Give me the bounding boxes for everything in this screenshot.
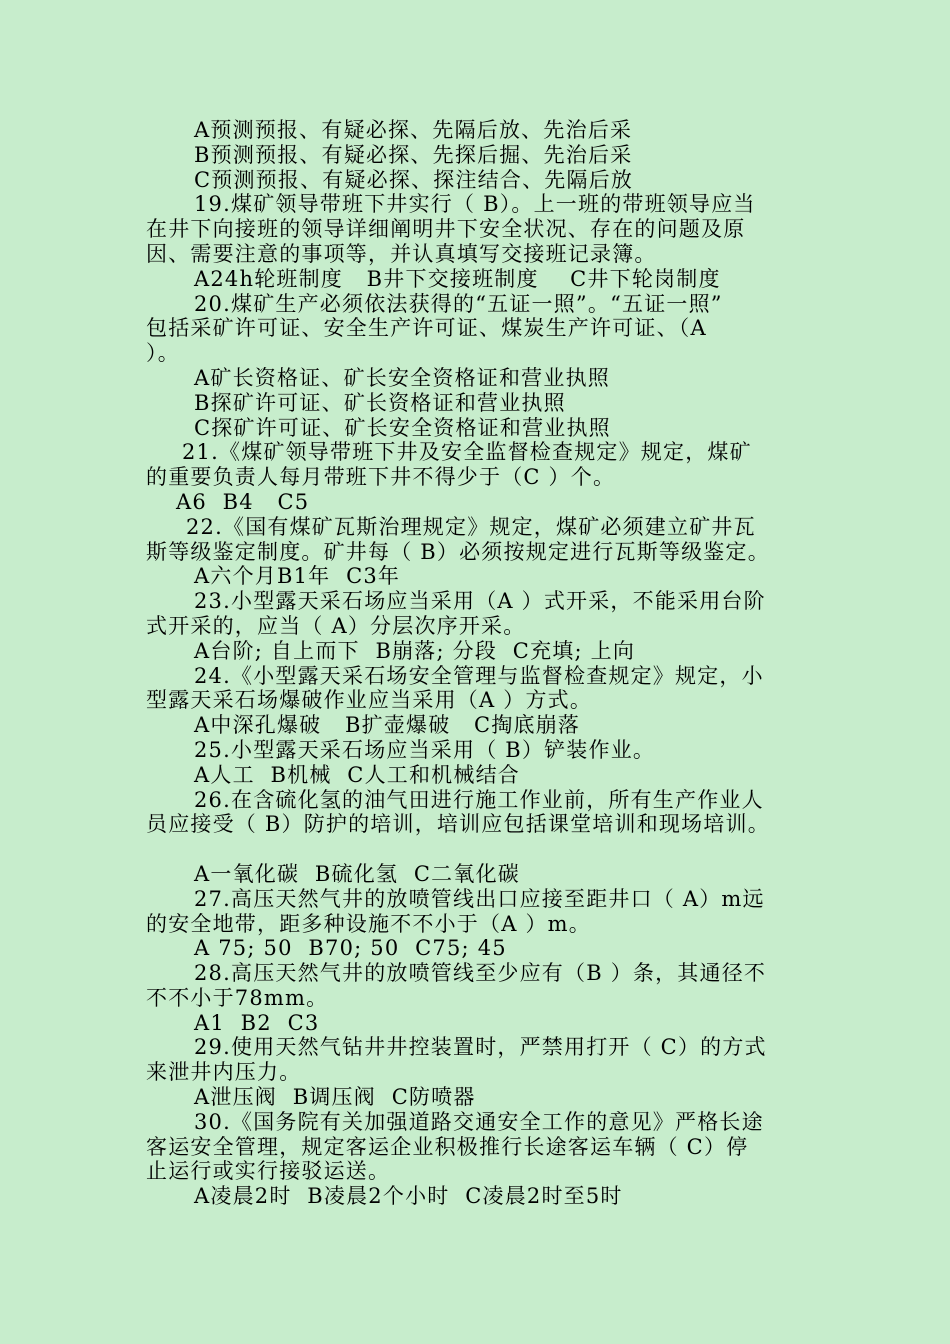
option-line: A台阶; 自上而下 B崩落; 分段 C充填; 上向	[194, 638, 636, 663]
question-line: 在井下向接班的领导详细阐明井下安全状况、存在的问题及原	[146, 217, 746, 242]
document-body	[146, 118, 810, 1209]
blank-line	[146, 837, 810, 862]
question-26: 26.在含硫化氢的油气田进行施工作业前，所有生产作业人	[194, 787, 764, 812]
question-line: ）。	[146, 341, 180, 366]
option-line: A1 B2 C3	[194, 1010, 320, 1035]
question-30: 30.《国务院有关加强道路交通安全工作的意见》严格长途	[194, 1109, 764, 1134]
option-line: A一氧化碳 B硫化氢 C二氧化碳	[194, 861, 520, 886]
option-line: C预测预报、有疑必探、探注结合、先隔后放	[194, 167, 634, 192]
question-29: 29.使用天然气钻井井控装置时，严禁用打开（ C）的方式	[194, 1035, 767, 1060]
question-line: 不不小于78mm。	[146, 985, 329, 1010]
option-line: A 75; 50 B70; 50 C75; 45	[194, 936, 507, 961]
option-line: B探矿许可证、矿长资格证和营业执照	[194, 390, 566, 415]
question-line: 型露天采石场爆破作业应当采用（A ）方式。	[146, 688, 593, 713]
question-24: 24.《小型露天采石场安全管理与监督检查规定》规定，小	[194, 663, 764, 688]
question-line: 的重要负责人每月带班下井不得少于（C ）个。	[146, 465, 616, 490]
question-line: 斯等级鉴定制度。矿井每（ B）必须按规定进行瓦斯等级鉴定。	[146, 539, 770, 564]
question-line: 的安全地带，距多种设施不不小于（A ）m。	[146, 911, 591, 936]
question-line: 客运安全管理，规定客运企业积极推行长途客运车辆（ C）停	[146, 1134, 749, 1159]
option-line: A24h轮班制度 B井下交接班制度 C井下轮岗制度	[194, 266, 721, 291]
option-line: A泄压阀 B调压阀 C防喷器	[194, 1085, 476, 1110]
question-28: 28.高压天然气井的放喷管线至少应有（B ）条，其通径不	[194, 961, 767, 986]
option-line: A六个月B1年 C3年	[194, 564, 401, 589]
question-line: 员应接受（ B）防护的培训，培训应包括课堂培训和现场培训。	[146, 812, 770, 837]
option-line: A6 B4 C5	[176, 489, 310, 514]
question-25: 25.小型露天采石场应当采用（ B）铲装作业。	[194, 737, 656, 762]
option-line: C探矿许可证、矿长安全资格证和营业执照	[194, 415, 611, 440]
option-line: A矿长资格证、矿长安全资格证和营业执照	[194, 365, 610, 390]
question-21: 21.《煤矿领导带班下井及安全监督检查规定》规定，煤矿	[182, 440, 752, 465]
question-line: 来泄井内压力。	[146, 1060, 302, 1085]
option-line: A中深孔爆破 B扩壶爆破 C掏底崩落	[194, 713, 581, 738]
question-line: 因、需要注意的事项等，并认真填写交接班记录簿。	[146, 241, 657, 266]
question-27: 27.高压天然气井的放喷管线出口应接至距井口（ A）m远	[194, 886, 765, 911]
question-line: 包括采矿许可证、安全生产许可证、煤炭生产许可证、（A	[146, 316, 707, 341]
question-19: 19.煤矿领导带班下井实行（ B）。上一班的带班领导应当	[194, 192, 756, 217]
question-22: 22.《国有煤矿瓦斯治理规定》规定，煤矿必须建立矿井瓦	[186, 514, 756, 539]
option-line: A凌晨2时 B凌晨2个小时 C凌晨2时至5时	[194, 1184, 623, 1209]
question-line: 式开采的，应当（ A）分层次序开采。	[146, 613, 526, 638]
question-line: 止运行或实行接驳运送。	[146, 1159, 391, 1184]
question-20: 20.煤矿生产必须依法获得的“五证一照”。“五证一照”	[194, 291, 723, 316]
question-23: 23.小型露天采石场应当采用（A ）式开采，不能采用台阶	[194, 589, 766, 614]
option-line: A预测预报、有疑必探、先隔后放、先治后采	[194, 118, 633, 142]
option-line: A人工 B机械 C人工和机械结合	[194, 762, 520, 787]
option-line: B预测预报、有疑必探、先探后掘、先治后采	[194, 142, 633, 167]
